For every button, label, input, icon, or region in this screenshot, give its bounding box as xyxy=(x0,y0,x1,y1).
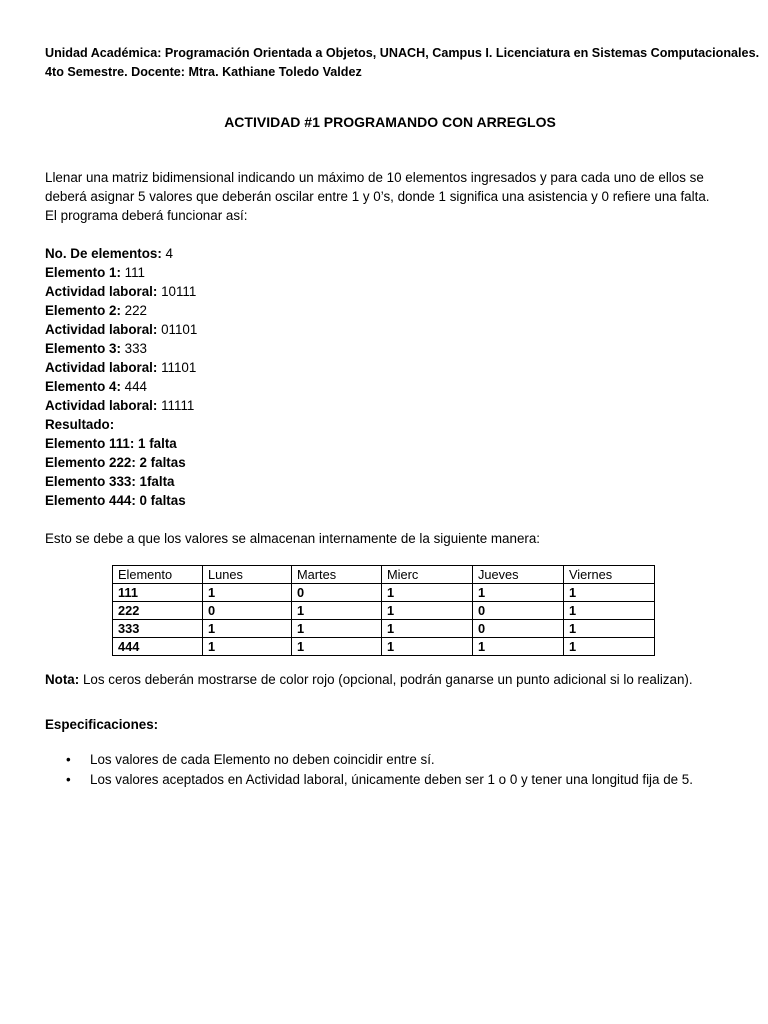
result-line: Elemento 333: 1falta xyxy=(45,474,175,489)
example-entry xyxy=(45,358,735,377)
table-cell: 0 xyxy=(473,620,564,638)
example-entry xyxy=(45,339,735,358)
element-count xyxy=(45,244,735,263)
document-header xyxy=(45,44,760,82)
example-entry-value: 11101 xyxy=(157,360,197,375)
list-item-text: Los valores aceptados en Actividad laboral, únicamente deben ser 1 o 0 y tener una longitud fija de 5. xyxy=(90,772,693,787)
table-row xyxy=(113,584,655,602)
column-header: Lunes xyxy=(203,566,292,584)
table-cell: 1 xyxy=(564,584,655,602)
bullet-icon: • xyxy=(66,752,71,767)
table-cell: 1 xyxy=(473,638,564,656)
column-header: Jueves xyxy=(473,566,564,584)
bullet-icon: • xyxy=(66,772,71,787)
example-entry-label: Actividad laboral: xyxy=(45,284,158,299)
table-cell: 222 xyxy=(113,602,203,620)
table-cell: 0 xyxy=(292,584,382,602)
table-row xyxy=(113,620,655,638)
example-entry-label: Elemento 1: xyxy=(45,265,121,280)
table-cell: 1 xyxy=(473,584,564,602)
intro-line-1: Llenar una matriz bidimensional indicando un máximo de 10 elementos ingresados y para cada uno de ellos se xyxy=(45,170,704,185)
intro-paragraph xyxy=(45,168,735,225)
table-cell: 1 xyxy=(203,638,292,656)
example-block xyxy=(45,244,735,510)
table-cell: 1 xyxy=(382,620,473,638)
example-entry-value: 10111 xyxy=(157,284,197,299)
note-text: Los ceros deberán mostrarse de color rojo (opcional, podrán ganarse un punto adicional si lo realizan). xyxy=(79,672,693,687)
table-cell: 1 xyxy=(382,602,473,620)
example-entry xyxy=(45,301,735,320)
activity-title: ACTIVIDAD #1 PROGRAMANDO CON ARREGLOS xyxy=(224,114,556,130)
list-item xyxy=(45,770,735,790)
example-entry-value: 222 xyxy=(120,303,147,318)
table-cell: 1 xyxy=(382,584,473,602)
table-cell: 1 xyxy=(203,620,292,638)
example-entry-label: Actividad laboral: xyxy=(45,322,158,337)
table-cell: 111 xyxy=(113,584,203,602)
result-line: Elemento 111: 1 falta xyxy=(45,436,177,451)
header-line-2: 4to Semestre. Docente: Mtra. Kathiane Toledo Valdez xyxy=(45,65,362,79)
table-intro: Esto se debe a que los valores se almacenan internamente de la siguiente manera: xyxy=(45,531,541,546)
element-count-label: No. De elementos: xyxy=(45,246,162,261)
example-entry-label: Elemento 2: xyxy=(45,303,121,318)
example-entry-value: 11111 xyxy=(157,398,195,413)
example-entry-label: Actividad laboral: xyxy=(45,398,158,413)
result-label: Resultado: xyxy=(45,417,115,432)
table-row xyxy=(113,602,655,620)
table-cell: 333 xyxy=(113,620,203,638)
example-entry-label: Elemento 4: xyxy=(45,379,121,394)
header-line-1: Unidad Académica: Programación Orientada a Objetos, UNACH, Campus I. Licenciatura en Sistemas Computacionales. xyxy=(45,46,760,60)
table-cell: 0 xyxy=(203,602,292,620)
example-entry xyxy=(45,282,735,301)
table-header-row xyxy=(113,566,655,584)
column-header: Mierc xyxy=(382,566,473,584)
example-entry-value: 01101 xyxy=(157,322,198,337)
column-header: Martes xyxy=(292,566,382,584)
table-cell: 1 xyxy=(564,602,655,620)
result-line: Elemento 444: 0 faltas xyxy=(45,493,186,508)
example-entry-value: 444 xyxy=(120,379,147,394)
example-entry xyxy=(45,320,735,339)
intro-line-2: deberá asignar 5 valores que deberán oscilar entre 1 y 0’s, donde 1 significa una asistencia y 0 refiere una falta. xyxy=(45,189,710,204)
result-line: Elemento 222: 2 faltas xyxy=(45,455,186,470)
example-entry xyxy=(45,396,735,415)
document-page xyxy=(45,44,760,790)
table-cell: 1 xyxy=(564,620,655,638)
note-paragraph xyxy=(45,670,735,689)
table-cell: 1 xyxy=(564,638,655,656)
example-entry xyxy=(45,377,735,396)
example-entry xyxy=(45,263,735,282)
list-item xyxy=(45,750,735,770)
note-label: Nota: xyxy=(45,672,80,687)
example-entry-value: 333 xyxy=(120,341,147,356)
table-cell: 1 xyxy=(382,638,473,656)
element-count-value: 4 xyxy=(161,246,173,261)
table-cell: 1 xyxy=(292,638,382,656)
example-entry-label: Elemento 3: xyxy=(45,341,121,356)
table-cell: 1 xyxy=(292,620,382,638)
column-header: Elemento xyxy=(113,566,203,584)
table-row xyxy=(113,638,655,656)
example-entry-label: Actividad laboral: xyxy=(45,360,158,375)
table-cell: 444 xyxy=(113,638,203,656)
column-header: Viernes xyxy=(564,566,655,584)
list-item-text: Los valores de cada Elemento no deben coincidir entre sí. xyxy=(90,752,435,767)
example-entry-value: 111 xyxy=(120,265,145,280)
attendance-table xyxy=(112,565,655,656)
table-cell: 1 xyxy=(292,602,382,620)
specifications-title: Especificaciones: xyxy=(45,717,159,732)
intro-line-3: El programa deberá funcionar así: xyxy=(45,208,248,223)
specifications-list xyxy=(45,750,735,790)
table-cell: 0 xyxy=(473,602,564,620)
table-cell: 1 xyxy=(203,584,292,602)
